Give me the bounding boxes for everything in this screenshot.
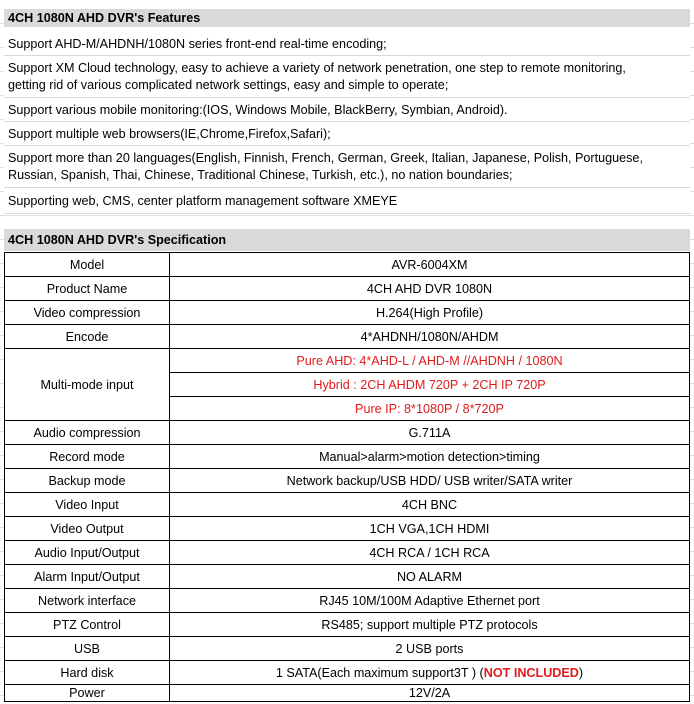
hard-disk-label: Hard disk [5,661,170,685]
alarm-io-value: NO ALARM [170,565,690,589]
table-row [5,301,690,325]
model-value: AVR-6004XM [170,253,690,277]
table-row [5,685,690,702]
feature-item: Support AHD-M/AHDNH/1080N series front-end real-time encoding; [4,32,690,56]
table-row [5,277,690,301]
video-compression-label: Video compression [5,301,170,325]
video-output-label: Video Output [5,517,170,541]
ptz-control-value: RS485; support multiple PTZ protocols [170,613,690,637]
audio-io-label: Audio Input/Output [5,541,170,565]
network-interface-value: RJ45 10M/100M Adaptive Ethernet port [170,589,690,613]
backup-mode-label: Backup mode [5,469,170,493]
specification-table [4,252,690,702]
record-mode-value: Manual>alarm>motion detection>timing [170,445,690,469]
table-row [5,445,690,469]
feature-item: Supporting web, CMS, center platform management software XMEYE [4,188,690,214]
table-row [5,541,690,565]
table-row [5,469,690,493]
ptz-control-label: PTZ Control [5,613,170,637]
alarm-io-label: Alarm Input/Output [5,565,170,589]
table-row [5,325,690,349]
power-value: 12V/2A [170,685,690,702]
multi-mode-input-label: Multi-mode input [5,349,170,421]
audio-compression-label: Audio compression [5,421,170,445]
product-name-label: Product Name [5,277,170,301]
table-row [5,493,690,517]
table-row [5,253,690,277]
product-name-value: 4CH AHD DVR 1080N [170,277,690,301]
features-title: 4CH 1080N AHD DVR's Features [4,9,690,27]
network-interface-label: Network interface [5,589,170,613]
audio-compression-value: G.711A [170,421,690,445]
table-row [5,613,690,637]
table-row [5,517,690,541]
feature-item: Support various mobile monitoring:(IOS, Windows Mobile, BlackBerry, Symbian, Android). [4,98,690,122]
not-included-badge: NOT INCLUDED [483,665,579,680]
record-mode-label: Record mode [5,445,170,469]
table-row [5,349,690,373]
hard-disk-value: 1 SATA(Each maximum support3T ) (NOT INCLUDED) [170,661,690,685]
video-output-value: 1CH VGA,1CH HDMI [170,517,690,541]
power-label: Power [5,685,170,702]
video-input-value: 4CH BNC [170,493,690,517]
audio-io-value: 4CH RCA / 1CH RCA [170,541,690,565]
encode-value: 4*AHDNH/1080N/AHDM [170,325,690,349]
backup-mode-value: Network backup/USB HDD/ USB writer/SATA writer [170,469,690,493]
usb-value: 2 USB ports [170,637,690,661]
table-row [5,421,690,445]
table-row [5,589,690,613]
table-row [5,565,690,589]
table-row [5,637,690,661]
multi-mode-input-value: Hybrid : 2CH AHDM 720P + 2CH IP 720P [170,373,690,397]
usb-label: USB [5,637,170,661]
feature-item: Support XM Cloud technology, easy to achieve a variety of network penetration, one step to remote monitoring, getting rid of various complicated network settings, easy and simple to operate; [4,56,690,98]
multi-mode-input-value: Pure IP: 8*1080P / 8*720P [170,397,690,421]
model-label: Model [5,253,170,277]
table-row [5,661,690,685]
multi-mode-input-value: Pure AHD: 4*AHD-L / AHD-M //AHDNH / 1080N [170,349,690,373]
feature-item: Support more than 20 languages(English, Finnish, French, German, Greek, Italian, Japanese, Polish, Portuguese, Russian, Spanish, Thai, Chinese, Traditional Chinese, Turkish, etc.), no nation boundaries; [4,146,690,188]
video-input-label: Video Input [5,493,170,517]
specification-title: 4CH 1080N AHD DVR's Specification [4,229,690,251]
video-compression-value: H.264(High Profile) [170,301,690,325]
encode-label: Encode [5,325,170,349]
feature-item: Support multiple web browsers(IE,Chrome,Firefox,Safari); [4,122,690,146]
